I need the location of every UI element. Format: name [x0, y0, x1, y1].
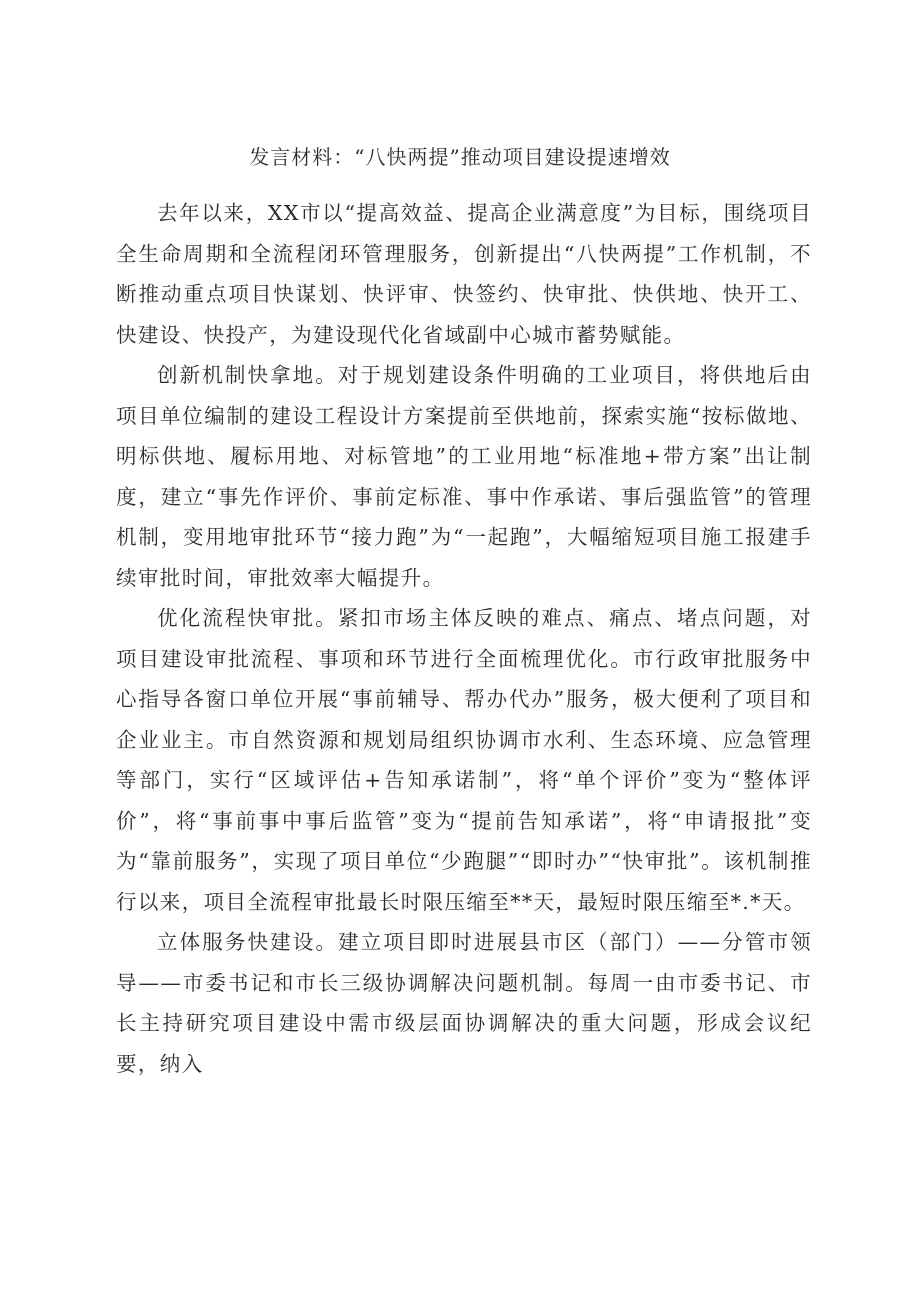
paragraph-approval: 优化流程快审批。紧扣市场主体反映的难点、痛点、堵点问题，对项目建设审批流程、事项和环节进行全面梳理优化。市行政审批服务中心指导各窗口单位开展“事前辅导、帮办代办”服务，极大便利了项目和企业业主。市自然资源和规划局组织协调市水利、生态环境、应急管理等部门，实行“区域评估+告知承诺制”，将“单个评价”变为“整体评价”，将“事前事中事后监管”变为“提前告知承诺”，将“申请报批”变为“靠前服务”，实现了项目单位“少跑腿”“即时办”“快审批”。该机制推行以来，项目全流程审批最长时限压缩至**天，最短时限压缩至*.*天。 — [116, 606, 812, 914]
paragraph-intro: 去年以来，XX市以“提高效益、提高企业满意度”为目标，围绕项目全生命周期和全流程闭环管理服务，创新提出“八快两提”工作机制，不断推动重点项目快谋划、快评审、快签约、快审批、快供地、快开工、快建设、快投产，为建设现代化省域副中心城市蓄势赋能。 — [116, 201, 812, 347]
paragraph-land-acquisition: 创新机制快拿地。对于规划建设条件明确的工业项目，将供地后由项目单位编制的建设工程设计方案提前至供地前，探索实施“按标做地、明标供地、履标用地、对标管地”的工业用地“标准地+带方案”出让制度，建立“事先作评价、事前定标准、事中作承诺、事后强监管”的管理机制，变用地审批环节“接力跑”为“一起跑”，大幅缩短项目施工报建手续审批时间，审批效率大幅提升。 — [116, 363, 812, 590]
document-body — [116, 193, 812, 1084]
document-title: 发言材料：“八快两提”推动项目建设提速增效 — [249, 145, 671, 169]
paragraph-construction: 立体服务快建设。建立项目即时进展县市区（部门）——分管市领导——市委书记和市长三级协调解决问题机制。每周一由市委书记、市长主持研究项目建设中需市级层面协调解决的重大问题，形成会议纪要，纳入 — [116, 930, 812, 1076]
